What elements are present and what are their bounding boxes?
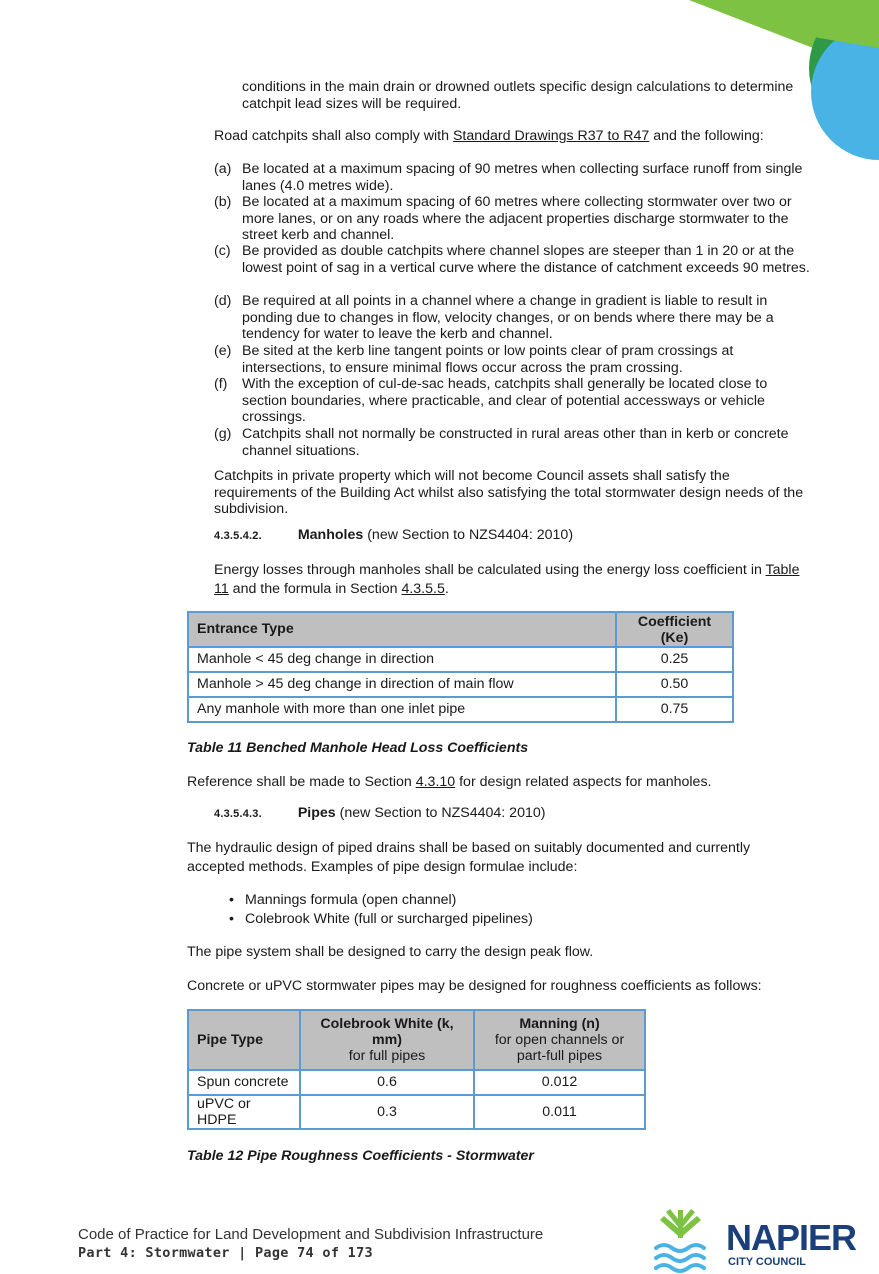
table-header: Coefficient (Ke)	[616, 612, 733, 647]
list-item-label: (d)	[214, 293, 232, 309]
table-11-link[interactable]: Table 11	[214, 562, 800, 597]
bullet-marker: •	[229, 892, 234, 908]
list-item-text: Be sited at the kerb line tangent points or low points clear of pram crossings at intersections, to ensure minimal flows occur across the pram crossing.	[242, 343, 734, 376]
list-item-text: With the exception of cul-de-sac heads, catchpits shall generally be located close to section boundaries, where practicable, and clear of potential accessways or vehicle crossings.	[242, 376, 768, 426]
table-row	[188, 697, 733, 722]
footer-title: Code of Practice for Land Development and Subdivision Infrastructure	[78, 1226, 544, 1243]
table-cell: 0.012	[474, 1070, 645, 1095]
table-cell: Any manhole with more than one inlet pipe	[188, 697, 616, 722]
bullet-marker: •	[229, 911, 234, 927]
table-12-caption: Table 12 Pipe Roughness Coefficients - Stormwater	[187, 1148, 534, 1164]
footer-page-info: Part 4: Stormwater | Page 74 of 173	[78, 1245, 373, 1261]
table-row	[188, 672, 733, 697]
table-cell: 0.25	[616, 647, 733, 672]
list-item: Colebrook White (full or surcharged pipelines)	[245, 911, 533, 927]
colebrook-subheader: for full pipes	[348, 1048, 426, 1064]
peak-flow-para: The pipe system shall be designed to carry the design peak flow.	[187, 944, 594, 960]
logo-subtitle: CITY COUNCIL	[728, 1256, 807, 1268]
napier-logo-icon	[652, 1208, 710, 1274]
list-item-label: (f)	[214, 376, 228, 392]
energy-para-middle: and the formula in Section	[228, 581, 402, 597]
section-4355-link[interactable]: 4.3.5.5	[401, 581, 445, 597]
road-catchpits-prefix: Road catchpits shall also comply with	[214, 128, 453, 144]
table-cell: 0.6	[300, 1070, 474, 1095]
reference-suffix: for design related aspects for manholes.	[455, 774, 712, 790]
list-item-label: (b)	[214, 194, 232, 210]
table-header: Entrance Type	[188, 612, 616, 647]
table-cell: Spun concrete	[188, 1070, 300, 1095]
standard-drawings-link[interactable]: Standard Drawings R37 to R47	[452, 128, 650, 144]
manholes-subtitle: (new Section to NZS4404: 2010)	[363, 527, 574, 543]
list-item-label: (c)	[214, 243, 231, 259]
list-item-text: Be provided as double catchpits where channel slopes are steeper than 1 in 20 or at the lowest point of sag in a vertical curve where the distance of catchment exceeds 90 metres.	[242, 243, 810, 276]
pipes-title: Pipes	[297, 805, 336, 821]
list-item: Mannings formula (open channel)	[245, 892, 457, 908]
list-item-text: Catchpits shall not normally be constructed in rural areas other than in kerb or concrete channel situations.	[242, 426, 789, 459]
table-row	[188, 647, 733, 672]
hydraulic-para: The hydraulic design of piped drains shall be based on suitably documented and currently accepted methods. Examples of pipe design formulae include:	[187, 840, 751, 875]
road-catchpits-suffix: and the following:	[649, 128, 764, 144]
table-row	[188, 1070, 645, 1095]
list-item-label: (e)	[214, 343, 232, 359]
colebrook-header: Colebrook White (k, mm)	[320, 1016, 454, 1048]
table-cell: 0.3	[300, 1095, 474, 1129]
energy-para-suffix: .	[444, 581, 449, 597]
manning-header: Manning (n)	[519, 1016, 600, 1032]
table-header: Pipe Type	[188, 1010, 300, 1070]
table-header	[300, 1010, 474, 1070]
table-cell: Manhole < 45 deg change in direction	[188, 647, 616, 672]
list-item-label: (g)	[214, 426, 232, 442]
pipes-heading	[214, 805, 814, 823]
energy-losses-para	[214, 561, 814, 599]
section-4310-link[interactable]: 4.3.10	[415, 774, 456, 790]
pipes-subtitle: (new Section to NZS4404: 2010)	[335, 805, 546, 821]
pipes-section-number: 4.3.5.4.3.	[214, 808, 262, 820]
list-item-text: Be located at a maximum spacing of 60 metres where collecting stormwater over two or more lanes, or on any roads where the adjacent properties discharge stormwater to the street kerb and channel.	[242, 194, 792, 244]
manning-subheader: for open channels or part-full pipes	[494, 1032, 625, 1064]
intro-continuation: conditions in the main drain or drowned outlets specific design calculations to determine catchpit lead sizes will be required.	[242, 79, 794, 112]
manholes-title: Manholes	[297, 527, 364, 543]
energy-para-prefix: Energy losses through manholes shall be calculated using the energy loss coefficient in	[214, 562, 766, 578]
logo-wordmark: NAPIER	[726, 1217, 857, 1258]
reference-prefix: Reference shall be made to Section	[187, 774, 416, 790]
road-catchpits-para	[214, 128, 814, 145]
table-cell: 0.011	[474, 1095, 645, 1129]
list-item-label: (a)	[214, 161, 232, 177]
list-item-text: Be required at all points in a channel where a change in gradient is liable to result in ponding due to changes in flow, velocity changes, or on bends where there may be a tendency for water to leave the kerb and channel.	[242, 293, 774, 343]
list-item-text: Be located at a maximum spacing of 90 metres when collecting surface runoff from single lanes (4.0 metres wide).	[242, 161, 803, 194]
table-11	[187, 611, 734, 723]
reference-para	[187, 774, 827, 791]
manholes-section-number: 4.3.5.4.2.	[214, 530, 262, 542]
roughness-intro-para: Concrete or uPVC stormwater pipes may be designed for roughness coefficients as follows:	[187, 978, 762, 994]
table-cell: 0.75	[616, 697, 733, 722]
table-cell: Manhole > 45 deg change in direction of main flow	[188, 672, 616, 697]
private-property-para: Catchpits in private property which will not become Council assets shall satisfy the requirements of the Building Act whilst also satisfying the total stormwater design needs of the subdivision.	[214, 468, 804, 518]
table-12	[187, 1009, 646, 1130]
table-header	[474, 1010, 645, 1070]
table-cell: uPVC or HDPE	[188, 1095, 300, 1129]
table-11-caption: Table 11 Benched Manhole Head Loss Coefficients	[187, 740, 529, 756]
table-row	[188, 1095, 645, 1129]
table-cell: 0.50	[616, 672, 733, 697]
manholes-heading	[214, 527, 814, 545]
